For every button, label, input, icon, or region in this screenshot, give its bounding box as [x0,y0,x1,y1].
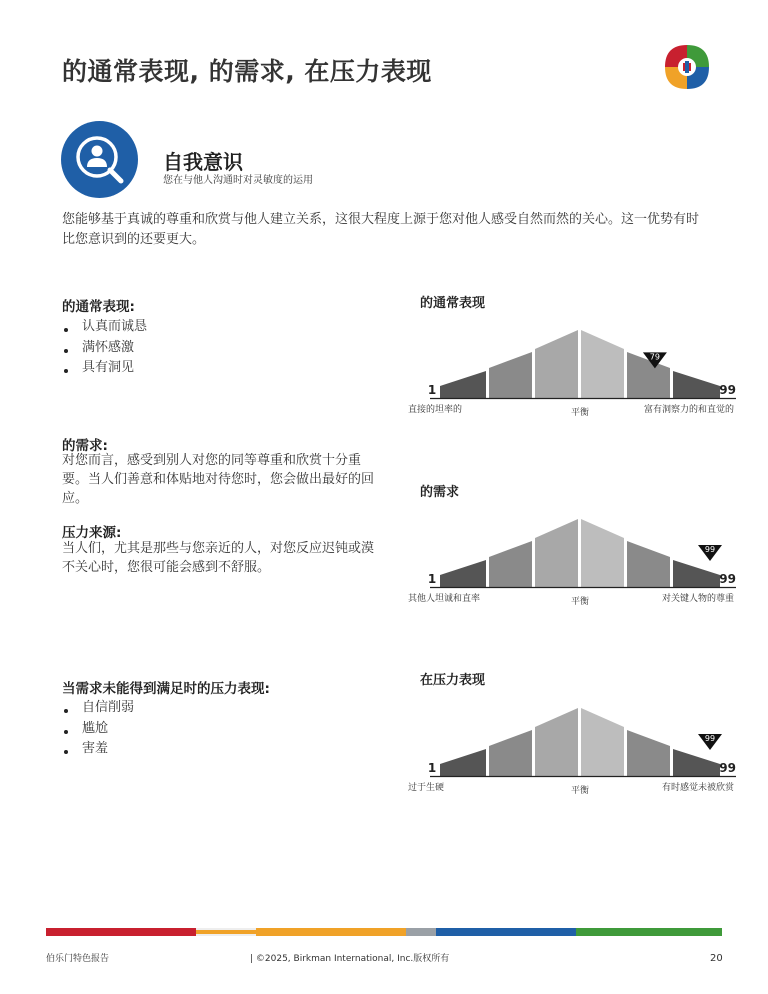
scale-segment-6 [673,749,720,776]
chart-title-stress: 在压力表现 [420,673,486,688]
list-item: 尴尬 [62,719,134,740]
list-item: 认真而诚恳 [62,317,147,338]
footer-page-number: 20 [710,953,723,964]
scale-center-label: 平衡 [570,786,590,796]
scale-segment-5 [627,730,670,776]
scale-segment-1 [440,749,486,776]
chart-title-usual: 的通常表现 [420,296,486,311]
stress-source-text: 当人们，尤其是那些与您亲近的人，对您反应迟钝或漠不关心时，您很可能会感到不舒服。 [62,541,375,575]
chart-stress [400,700,740,800]
scale-chart-svg [400,700,740,800]
person-magnifier-icon [61,121,138,198]
list-item: 害羞 [62,739,134,760]
scale-left-label: 直接的坦率的 [408,405,463,415]
score-label: 99 [704,734,716,743]
scale-chart-svg [400,511,740,611]
scale-segment-2 [489,730,532,776]
scale-right-label: 对关键人物的尊重 [661,594,734,604]
scale-left-label: 其他人坦诚和直率 [408,594,481,604]
scale-segment-2 [489,541,532,587]
scale-segment-1 [440,560,486,587]
scale-right-label: 有时感觉未被欣赏 [661,783,734,793]
needs-heading: 的需求: [62,438,108,454]
scale-segment-1 [440,371,486,398]
list-item: 满怀感激 [62,338,147,359]
stress-heading: 当需求未能得到满足时的压力表现: [62,681,270,697]
scale-center-label: 平衡 [570,408,590,418]
score-label: 79 [649,352,660,362]
stress-bullet-list [62,698,134,760]
intro-paragraph: 您能够基于真诚的尊重和欣赏与他人建立关系，这很大程度上源于您对他人感受自然而然的关心。这一优势有时比您意识到的还要更大。 [62,212,700,247]
scale-right-label: 富有洞察力的和直觉的 [643,405,734,415]
scale-chart-svg [400,322,740,422]
stress-source-heading: 压力来源: [62,525,122,541]
scale-segment-3 [535,330,578,398]
scale-max-label: 99 [719,761,736,775]
scale-segment-6 [673,371,720,398]
scale-segment-3 [535,708,578,776]
chart-title-needs: 的需求 [420,485,460,500]
scale-segment-2 [489,352,532,398]
usual-heading: 的通常表现: [62,299,135,315]
section-subtitle: 您在与他人沟通时对灵敏度的运用 [163,175,313,186]
scale-min-label: 1 [427,383,437,397]
footer-report-name: 伯乐门特色报告 [46,954,110,964]
list-item: 具有洞见 [62,358,147,379]
score-label: 99 [704,545,716,554]
scale-segment-4 [581,330,624,398]
scale-segment-5 [627,541,670,587]
page-title: 的通常表现, 的需求, 在压力表现 [62,57,432,86]
section-title: 自我意识 [163,150,243,174]
needs-text: 对您而言，感受到别人对您的同等尊重和欣赏十分重要。当人们善意和体贴地对待您时，您会做出最好的回应。 [62,453,375,506]
scale-min-label: 1 [427,761,437,775]
usual-bullet-list [62,317,147,379]
scale-left-label: 过于生硬 [408,783,445,793]
footer-copyright: | ©2025, Birkman International, Inc.版权所有 [250,954,450,964]
scale-max-label: 99 [719,383,736,397]
scale-segment-6 [673,560,720,587]
scale-max-label: 99 [719,572,736,586]
scale-segment-4 [581,519,624,587]
scale-center-label: 平衡 [570,597,590,607]
list-item: 自信削弱 [62,698,134,719]
birkman-logo-icon [662,42,712,92]
scale-min-label: 1 [427,572,437,586]
scale-segment-4 [581,708,624,776]
footer-color-band [46,928,722,936]
chart-needs [400,511,740,611]
scale-segment-3 [535,519,578,587]
chart-usual [400,322,740,422]
